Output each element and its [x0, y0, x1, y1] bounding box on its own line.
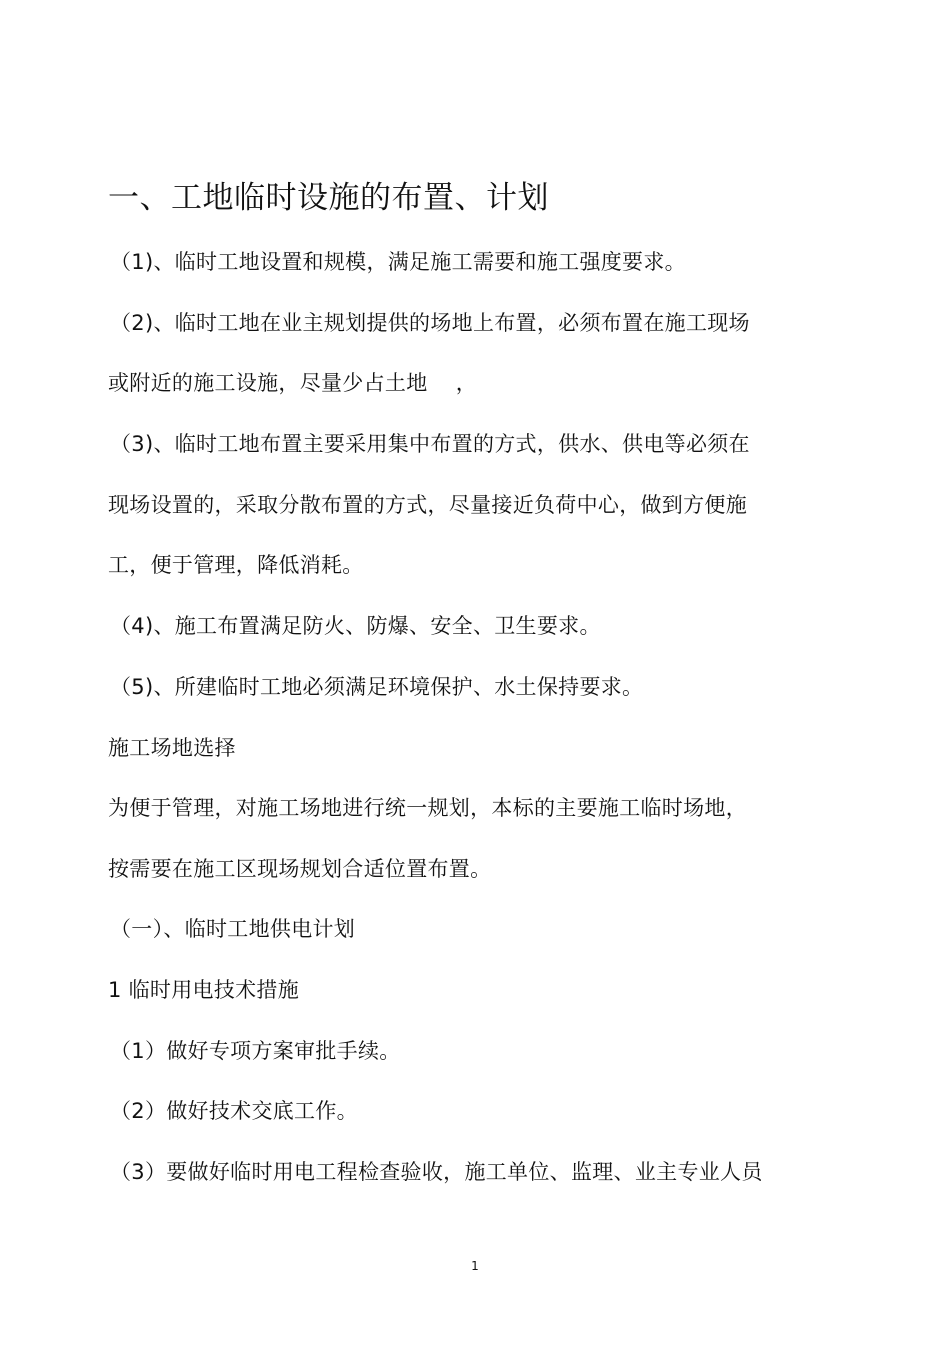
- paragraph-line-4: （3)、临时工地布置主要采用集中布置的方式，供水、供电等必须在: [110, 432, 750, 456]
- page-number: 1: [471, 1259, 479, 1273]
- paragraph-line-10: 为便于管理，对施工场地进行统一规划，本标的主要施工临时场地，: [108, 796, 747, 820]
- paragraph-line-2: （2)、临时工地在业主规划提供的场地上布置，必须布置在施工现场: [110, 311, 750, 335]
- subheading-temporary-power: 1 临时用电技术措施: [108, 978, 300, 1002]
- paragraph-line-14: （1）做好专项方案审批手续。: [110, 1039, 401, 1063]
- paragraph-line-6: 工，便于管理，降低消耗。: [108, 553, 364, 577]
- paragraph-line-16: （3）要做好临时用电工程检查验收，施工单位、监理、业主专业人员: [110, 1160, 763, 1184]
- paragraph-line-1: （1)、临时工地设置和规模，满足施工需要和施工强度要求。: [110, 250, 686, 274]
- paragraph-line-11: 按需要在施工区现场规划合适位置布置。: [108, 857, 492, 881]
- paragraph-line-5: 现场设置的，采取分散布置的方式，尽量接近负荷中心，做到方便施: [108, 493, 747, 517]
- paragraph-line-8: （5)、所建临时工地必须满足环境保护、水土保持要求。: [110, 675, 644, 699]
- section-title: 一、工地临时设施的布置、计划: [108, 180, 549, 216]
- paragraph-line-15: （2）做好技术交底工作。: [110, 1099, 358, 1123]
- subheading-site-selection: 施工场地选择: [108, 736, 236, 760]
- paragraph-line-7: （4)、施工布置满足防火、防爆、安全、卫生要求。: [110, 614, 601, 638]
- paragraph-line-3: 或附近的施工设施，尽量少占土地 ，: [108, 371, 478, 395]
- subheading-power-plan: （一）、临时工地供电计划: [110, 917, 356, 941]
